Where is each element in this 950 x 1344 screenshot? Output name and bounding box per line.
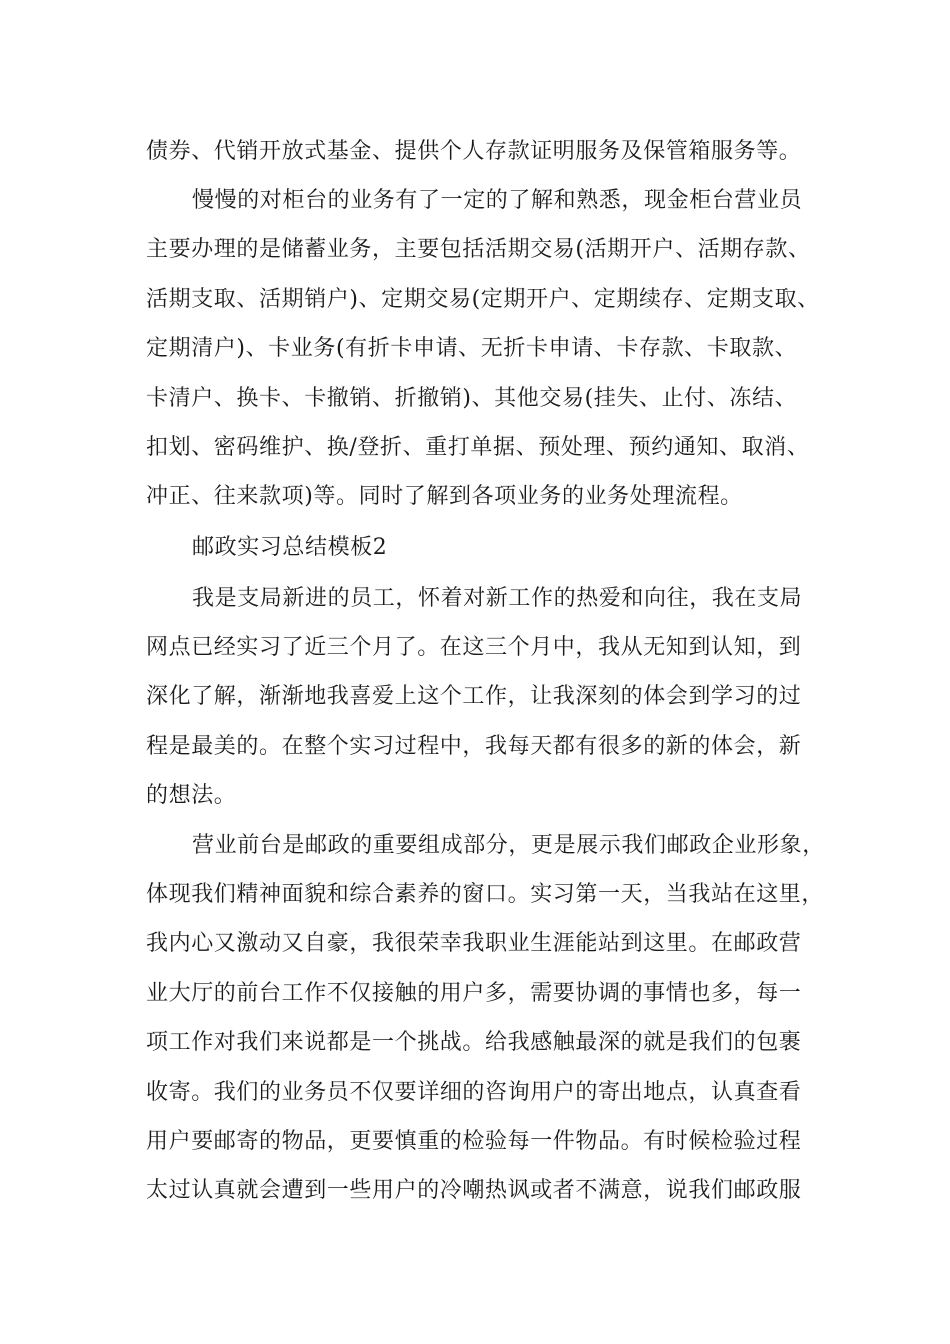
text-line: 业大厅的前台工作不仅接触的用户多，需要协调的事情也多，每一 [146,981,802,1006]
paragraph-start-new-employee: 我是支局新进的员工，怀着对新工作的热爱和向往，我在支局 [192,586,803,611]
text-line: 用户要邮寄的物品，更要慎重的检验每一件物品。有时候检验过程 [146,1129,802,1154]
text-line: 冲正、往来款项)等。同时了解到各项业务的业务处理流程。 [146,484,743,509]
text-line: 主要办理的是储蓄业务，主要包括活期交易(活期开户、活期存款、 [146,237,811,262]
text-line: 网点已经实习了近三个月了。在这三个月中，我从无知到认知，到 [146,635,802,660]
text-line: 定期清户)、卡业务(有折卡申请、无折卡申请、卡存款、卡取款、 [146,336,798,361]
text-line: 卡清户、换卡、卡撤销、折撤销)、其他交易(挂失、止付、冻结、 [146,386,798,411]
text-line: 项工作对我们来说都是一个挑战。给我感触最深的就是我们的包裹 [146,1030,802,1055]
text-line-continuation: 债券、代销开放式基金、提供个人存款证明服务及保管箱服务等。 [146,139,802,164]
text-line: 我内心又激动又自豪，我很荣幸我职业生涯能站到这里。在邮政营 [146,931,802,956]
text-line: 活期支取、活期销户)、定期交易(定期开户、定期续存、定期支取、 [146,287,820,312]
text-line: 体现我们精神面貌和综合素养的窗口。实习第一天，当我站在这里， [146,882,825,907]
text-line: 收寄。我们的业务员不仅要详细的咨询用户的寄出地点，认真查看 [146,1080,802,1105]
text-line: 深化了解，渐渐地我喜爱上这个工作，让我深刻的体会到学习的过 [146,684,802,709]
paragraph-start-front-desk: 营业前台是邮政的重要组成部分，更是展示我们邮政企业形象， [192,833,825,858]
section-heading: 邮政实习总结模板2 [192,535,388,560]
text-line: 太过认真就会遭到一些用户的冷嘲热讽或者不满意，说我们邮政服 [146,1178,802,1203]
text-line: 的想法。 [146,783,237,808]
text-line: 扣划、密码维护、换/登折、重打单据、预处理、预约通知、取消、 [146,435,810,460]
paragraph-start-counter-business: 慢慢的对柜台的业务有了一定的了解和熟悉，现金柜台营业员 [192,188,803,213]
text-line: 程是最美的。在整个实习过程中，我每天都有很多的新的体会，新 [146,734,802,759]
